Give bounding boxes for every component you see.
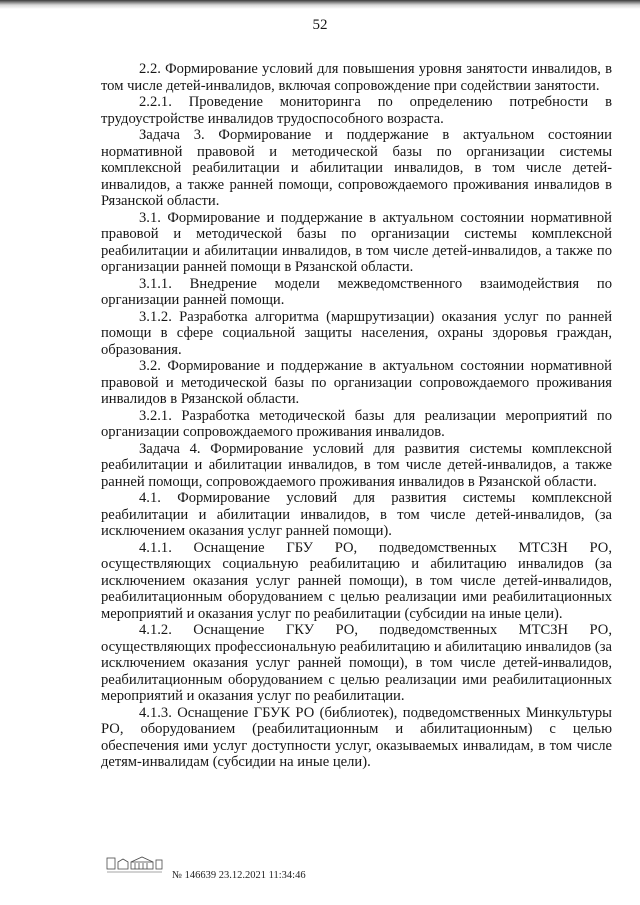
document-body [101, 61, 612, 771]
paragraph-task-3: Задача 3. Формирование и поддержание в актуальном состоянии нормативной правовой и методической базы по организации системы комплексной реабилитации и абилитации инвалидов, в том числе детей-инвалидов, а также ранней помощи, сопровождаемого проживания инвалидов в Рязанской области. [101, 127, 612, 209]
paragraph-4-1-1: 4.1.1. Оснащение ГБУ РО, подведомственных МТСЗН РО, осуществляющих социальную реабилитацию и абилитацию инвалидов (за исключением оказания услуг ранней помощи), в том числе детей-инвалидов, реабилитационным оборудованием с целью реализации ими реабилитационных мероприятий и оказания услуг по реабилитации (субсидии на иные цели). [101, 539, 612, 622]
paragraph-3-1: 3.1. Формирование и поддержание в актуальном состоянии нормативной правовой и методической базы по организации системы комплексной реабилитации и абилитации инвалидов, в том числе детей-инвалидов, а также по организации ранней помощи в Рязанской области. [101, 209, 612, 275]
registration-stamp-icon [106, 854, 164, 874]
paragraph-3-2-1: 3.2.1. Разработка методической базы для реализации мероприятий по организации сопровождаемого проживания инвалидов. [101, 407, 612, 440]
paragraph-3-1-1: 3.1.1. Внедрение модели межведомственного взаимодействия по организации ранней помощи. [101, 275, 612, 308]
scan-edge [0, 0, 640, 9]
paragraph-4-1-3: 4.1.3. Оснащение ГБУК РО (библиотек), подведомственных Минкультуры РО, оборудованием (реабилитационным и абилитационным) с целью обеспечения ими услуг доступности услуг, оказываемых инвалидам, в том числе детям-инвалидам (субсидии на иные цели). [101, 704, 612, 770]
paragraph-2-2-1: 2.2.1. Проведение мониторинга по определению потребности в трудоустройстве инвалидов трудоспособного возраста. [101, 94, 612, 127]
registration-number: № 146639 23.12.2021 11:34:46 [172, 870, 306, 881]
paragraph-3-2: 3.2. Формирование и поддержание в актуальном состоянии нормативной правовой и методической базы по организации сопровождаемого проживания инвалидов в Рязанской области. [101, 358, 612, 407]
paragraph-2-2: 2.2. Формирование условий для повышения уровня занятости инвалидов, в том числе детей-инвалидов, включая сопровождение при содействии занятости. [101, 61, 612, 94]
paragraph-4-1: 4.1. Формирование условий для развития системы комплексной реабилитации и абилитации инвалидов, в том числе детей-инвалидов, (за исключением оказания услуг ранней помощи). [101, 490, 612, 539]
paragraph-4-1-2: 4.1.2. Оснащение ГКУ РО, подведомственных МТСЗН РО, осуществляющих профессиональную реабилитацию и абилитацию инвалидов (за исключением оказания услуг ранней помощи), в том числе детей-инвалидов, реабилитационным оборудованием с целью реализации ими реабилитационных мероприятий и оказания услуг по реабилитации. [101, 622, 612, 704]
paragraph-task-4: Задача 4. Формирование условий для развития системы комплексной реабилитации и абилитации инвалидов, в том числе детей-инвалидов, а также ранней помощи, сопровождаемого проживания инвалидов в Рязанской области. [101, 440, 612, 490]
page-number: 52 [312, 17, 328, 33]
paragraph-3-1-2: 3.1.2. Разработка алгоритма (маршрутизации) оказания услуг по ранней помощи в сфере социальной защиты населения, охраны здоровья граждан, образования. [101, 308, 612, 358]
